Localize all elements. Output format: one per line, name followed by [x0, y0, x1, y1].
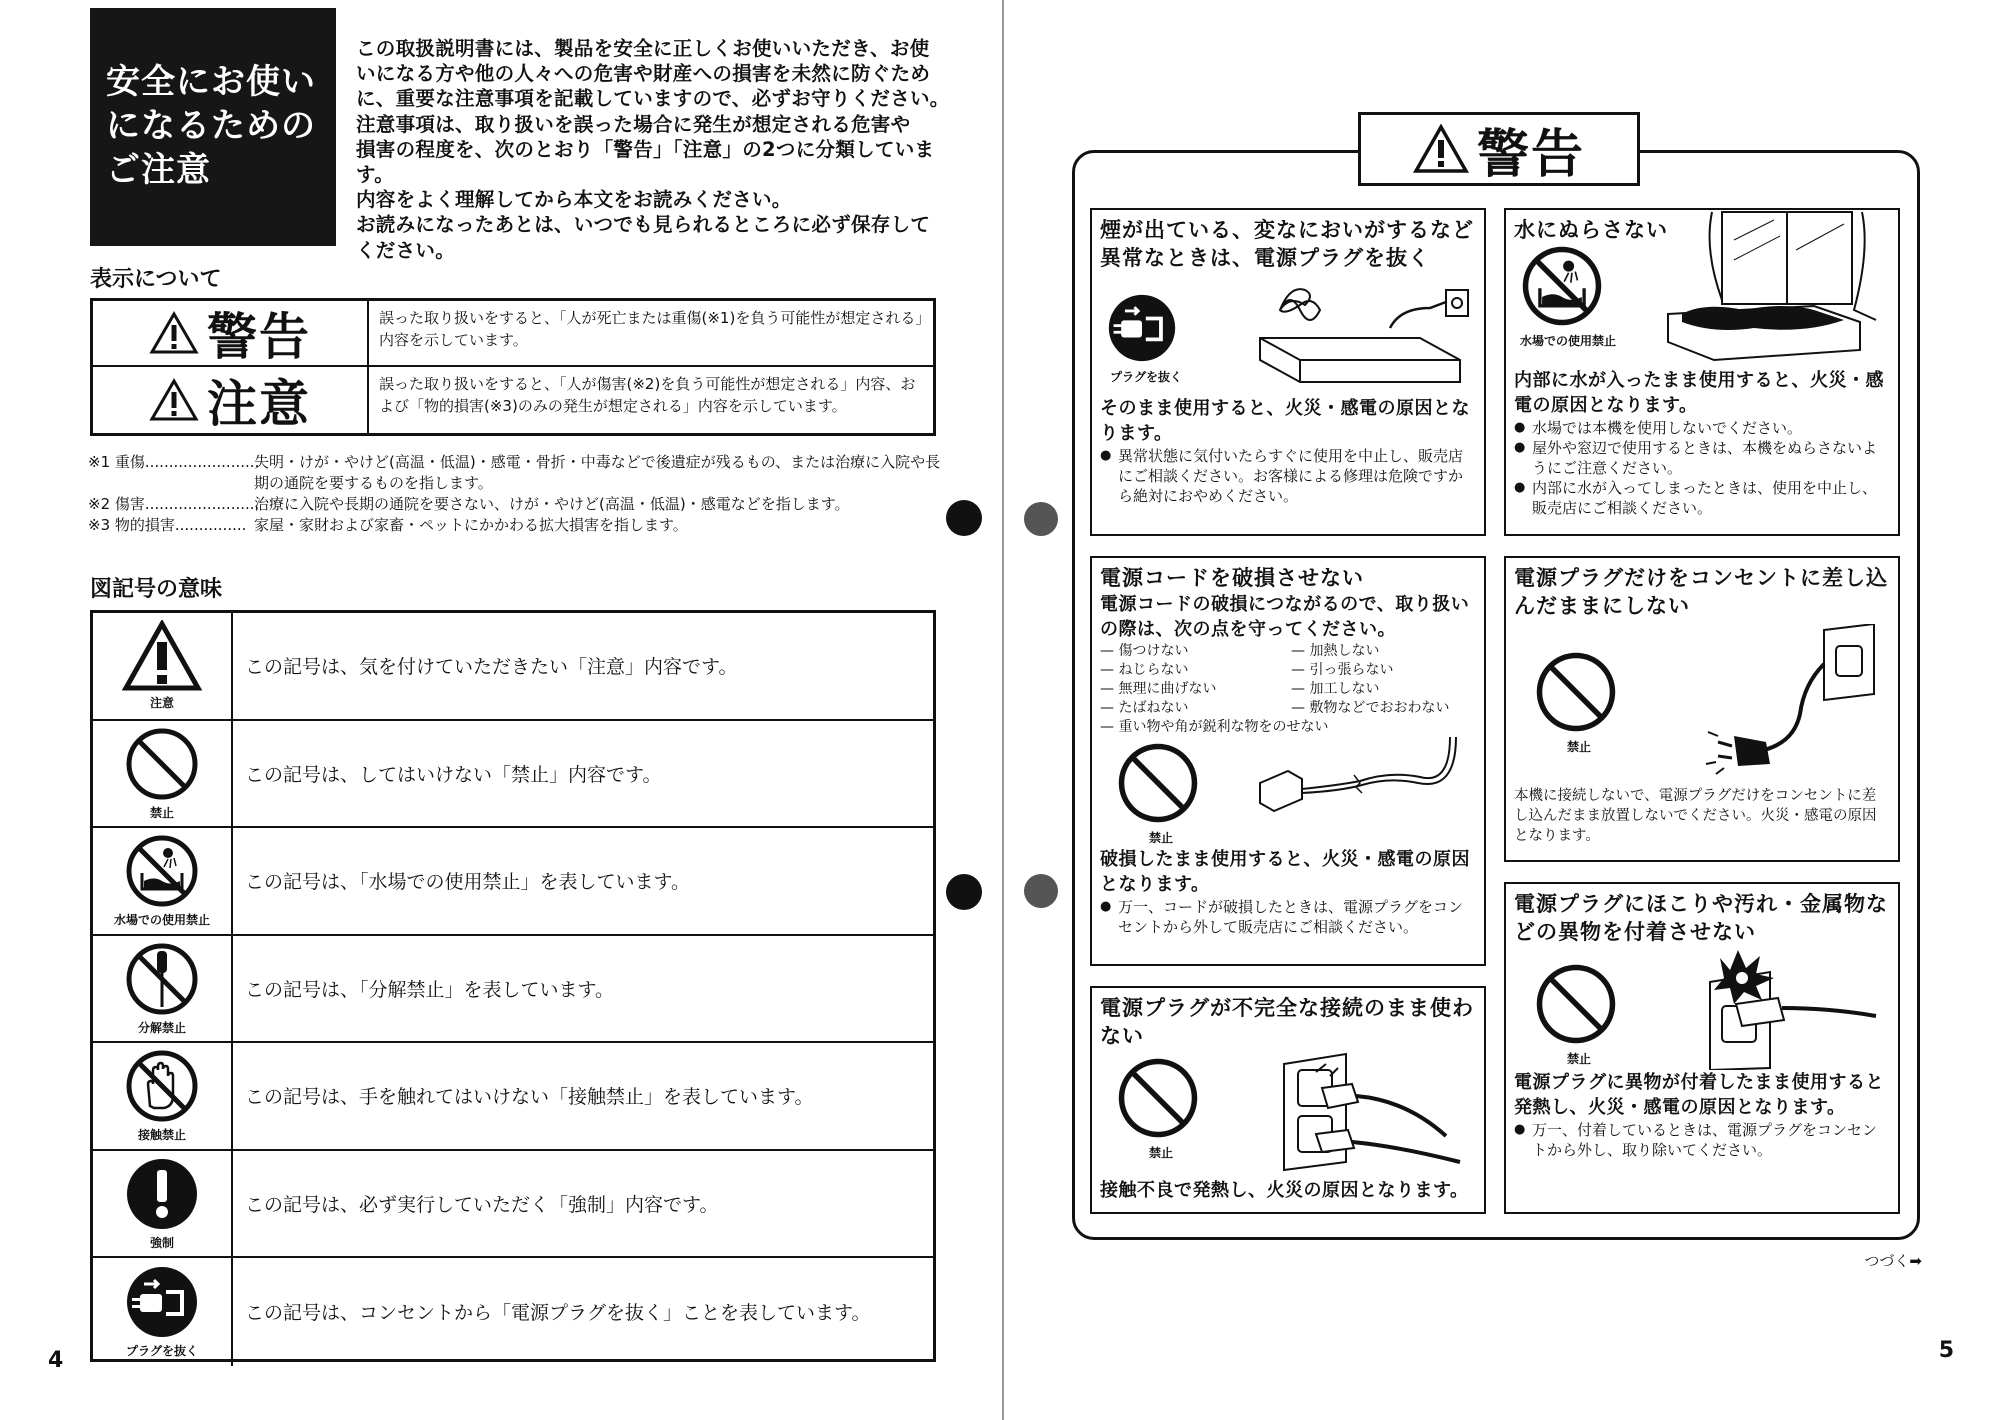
- symbol-description: この記号は、「分解禁止」を表しています。: [245, 978, 614, 1001]
- box-subtitle: 電源コードの破損につながるので、取り扱いの際は、次の点を守ってください。: [1100, 594, 1470, 640]
- symbol-description: この記号は、してはいけない「禁止」内容です。: [245, 763, 662, 786]
- legend-label: 警告: [207, 308, 311, 366]
- plug-in-outlet-illustration: [1704, 624, 1894, 784]
- no-water-symbol: [1520, 244, 1616, 349]
- bullet-text: 万一、付着しているときは、電源プラグをコンセントから外し、取り除いてください。: [1532, 1121, 1878, 1159]
- intro-line: 注意事項は、取り扱いを誤った場合に発生が想定される危害や: [356, 112, 911, 136]
- bullet-text: 内部に水が入ってしまったときは、使用を中止し、販売店にご相談ください。: [1532, 479, 1878, 517]
- mandatory-icon: [124, 1156, 200, 1232]
- cord-rule: — ねじらない: [1100, 662, 1189, 678]
- symbol-caption: 分解禁止: [137, 1020, 186, 1035]
- water-illustration: [1514, 244, 1890, 368]
- prohibited-symbol: [1116, 741, 1206, 846]
- symbol-row: [93, 1151, 933, 1259]
- section-title-line: ご注意: [106, 150, 211, 190]
- binder-hole: [1024, 502, 1058, 536]
- notes-list: [88, 452, 948, 536]
- bullet-item: [1514, 418, 1890, 438]
- prohibited-icon: [1116, 741, 1200, 825]
- warning-title-label: 警告: [1476, 124, 1585, 185]
- right-page: [1000, 0, 2000, 1420]
- display-heading: 表示について: [90, 267, 222, 292]
- box-title: 電源プラグだけをコンセントに差し込んだままにしない: [1514, 566, 1888, 618]
- section-title-line: 安全にお使い: [106, 62, 316, 102]
- note-term: ※2 傷害........................: [88, 495, 260, 513]
- prohibited-symbol: [1116, 1056, 1206, 1161]
- intro-line: いになる方や他の人々への危害や財産への損害を未然に防ぐため: [356, 62, 931, 86]
- legend-text: 誤った取り扱いをすると、「人が傷害(※2)を負う可能性が想定される」内容、および「物的損害(※3)のみの発生が想定される」内容を示しています。: [379, 375, 916, 415]
- continued-label: つづく➡: [1864, 1252, 1922, 1270]
- plug-only-illustration: [1514, 620, 1890, 786]
- icon-caption: 禁止: [1566, 1052, 1591, 1066]
- box-body: 本機に接続しないで、電源プラグだけをコンセントに差し込んだまま放置しないでください。火災・感電の原因となります。: [1514, 788, 1877, 844]
- symbol-row: [93, 1258, 933, 1366]
- intro-line: 内容をよく理解してから本文をお読みください。: [356, 188, 792, 212]
- page-number: 5: [1938, 1338, 1954, 1363]
- page-number: 4: [48, 1348, 64, 1373]
- note-item: [88, 452, 948, 494]
- smoking-device-illustration: [1250, 280, 1480, 390]
- prohibited-icon: [124, 726, 200, 802]
- bullet-text: 水場では本機を使用しないでください。: [1532, 419, 1803, 437]
- dusty-plug-illustration: [1700, 946, 1880, 1070]
- bullet-dot: ●: [1100, 448, 1112, 463]
- box-consequence: 接触不良で発熱し、火災の原因となります。: [1100, 1180, 1469, 1201]
- intro-line: 損害の程度を、次のとおり「警告」「注意」の2つに分類しています。: [356, 137, 935, 187]
- cord-rule: — 引っ張らない: [1291, 662, 1394, 678]
- note-definition: 家屋・家財および家畜・ペットにかかわる拡大損害を指します。: [254, 516, 688, 534]
- symbol-description: この記号は、「水場での使用禁止」を表しています。: [245, 871, 690, 894]
- prohibited-symbol: [1534, 962, 1624, 1067]
- note-term: ※3 物的損害...............: [88, 516, 247, 534]
- cord-rule: — たばねない: [1100, 700, 1189, 716]
- bullet-text: 屋外や窓辺で使用するときは、本機をぬらさないようにご注意ください。: [1532, 439, 1878, 477]
- icon-caption: 禁止: [1148, 831, 1173, 845]
- symbol-icon-cell: [93, 613, 233, 719]
- box-title: 電源コードを破損させない: [1100, 566, 1364, 590]
- cord-rule: — 加熱しない: [1291, 643, 1380, 659]
- bullet-text: 異常状態に気付いたらすぐに使用を中止し、販売店にご相談ください。お客様による修理は危険ですから絶対におやめください。: [1118, 447, 1464, 505]
- symbol-caption: 注意: [149, 696, 174, 711]
- unplug-icon: [1106, 292, 1178, 364]
- binder-hole: [1024, 874, 1058, 908]
- no-touch-icon: [124, 1048, 200, 1124]
- note-item: [88, 494, 948, 515]
- symbol-row: [93, 1043, 933, 1151]
- bullet-item: [1100, 897, 1476, 937]
- smoke-illustration: [1100, 272, 1476, 396]
- bullet-text: 万一、コードが破損したときは、電源プラグをコンセントから外して販売店にご相談ください。: [1118, 898, 1464, 936]
- box-consequence: そのまま使用すると、火災・感電の原因となります。: [1100, 398, 1470, 444]
- bullet-item: [1514, 1120, 1890, 1160]
- note-item: [88, 515, 948, 536]
- bullet-dot: ●: [1514, 440, 1526, 455]
- warning-title: [1358, 112, 1640, 186]
- symbol-description: この記号は、手を触れてはいけない「接触禁止」を表しています。: [245, 1086, 814, 1109]
- warning-box-water: [1504, 208, 1900, 536]
- bullet-item: [1514, 438, 1890, 478]
- cord-rules-list: [1100, 642, 1476, 737]
- symbol-description: この記号は、気を付けていただきたい「注意」内容です。: [245, 656, 738, 679]
- binder-hole: [946, 874, 982, 910]
- box-title: 電源プラグにほこりや汚れ・金属物などの異物を付着させない: [1514, 892, 1888, 944]
- symbol-icon-cell: [93, 828, 233, 934]
- dust-illustration: [1514, 946, 1890, 1070]
- warning-box-plug-only: [1504, 556, 1900, 862]
- incomplete-illustration: [1100, 1050, 1476, 1174]
- cord-illustration: [1100, 737, 1476, 847]
- box-title: 電源プラグが不完全な接続のまま使わない: [1100, 996, 1474, 1048]
- caution-triangle-icon: [1413, 124, 1469, 174]
- symbol-description: この記号は、コンセントから「電源プラグを抜く」ことを表しています。: [245, 1302, 871, 1325]
- caution-triangle-icon: [149, 311, 199, 355]
- symbols-table: [90, 610, 936, 1362]
- symbol-row: [93, 936, 933, 1044]
- symbol-caption: 水場での使用禁止: [113, 913, 210, 928]
- no-disassembly-icon: [124, 941, 200, 1017]
- note-definition: 失明・けが・やけど(高温・低温)・感電・骨折・中毒などで後遺症が残るもの、または治療に入院や長期の通院を要するものを指します。: [254, 453, 941, 492]
- intro-line: ください。: [356, 238, 456, 262]
- symbol-row: [93, 828, 933, 936]
- icon-caption: 水場での使用禁止: [1520, 334, 1617, 348]
- symbol-icon-cell: [93, 1043, 233, 1149]
- cord-rule: — 傷つけない: [1100, 643, 1189, 659]
- cord-rule: — 重い物や角が鋭利な物をのせない: [1100, 719, 1329, 735]
- bullet-dot: ●: [1100, 899, 1112, 914]
- prohibited-icon: [1534, 962, 1618, 1046]
- icon-caption: プラグを抜く: [1109, 370, 1182, 384]
- warning-box-smoke: [1090, 208, 1486, 536]
- legend-row-warning: [93, 301, 933, 367]
- legend-table: [90, 298, 936, 436]
- symbol-caption: 強制: [149, 1235, 174, 1250]
- legend-label: 注意: [207, 375, 311, 433]
- legend-text: 誤った取り扱いをすると、「人が死亡または重傷(※1)を負う可能性が想定される」内容を示しています。: [379, 309, 923, 349]
- wet-device-window-illustration: [1664, 210, 1894, 364]
- box-title: 水にぬらさない: [1514, 218, 1668, 242]
- no-water-use-icon: [1520, 244, 1604, 328]
- symbol-caption: 禁止: [149, 805, 174, 820]
- intro-line: に、重要な注意事項を記載していますので、必ずお守りください。: [356, 87, 950, 111]
- legend-symbol: [93, 367, 369, 433]
- bullet-dot: ●: [1514, 480, 1526, 495]
- damaged-cord-illustration: [1250, 737, 1470, 837]
- prohibited-icon: [1116, 1056, 1200, 1140]
- bullet-item: [1100, 446, 1476, 506]
- box-title: 煙が出ている、変なにおいがするなど異常なときは、電源プラグを抜く: [1100, 218, 1474, 270]
- loose-plug-illustration: [1276, 1050, 1466, 1172]
- bullet-dot: ●: [1514, 420, 1526, 435]
- box-consequence: 内部に水が入ったまま使用すると、火災・感電の原因となります。: [1514, 370, 1884, 416]
- symbol-icon-cell: [93, 936, 233, 1042]
- symbol-row: [93, 613, 933, 721]
- binder-hole: [946, 500, 982, 536]
- symbol-description: この記号は、必ず実行していただく「強制」内容です。: [245, 1193, 719, 1216]
- box-consequence: 電源プラグに異物が付着したまま使用すると発熱し、火災・感電の原因となります。: [1514, 1072, 1884, 1118]
- no-water-use-icon: [124, 833, 200, 909]
- box-consequence: 破損したまま使用すると、火災・感電の原因となります。: [1100, 849, 1470, 895]
- caution-triangle-icon: [149, 378, 199, 422]
- bullet-item: [1514, 478, 1890, 518]
- legend-symbol: [93, 301, 369, 365]
- icon-caption: 禁止: [1566, 740, 1591, 754]
- note-definition: 治療に入院や長期の通院を要さない、けが・やけど(高温・低温)・感電などを指します。: [254, 495, 850, 513]
- cord-rule: — 無理に曲げない: [1100, 681, 1217, 697]
- note-term: ※1 重傷........................: [88, 453, 260, 471]
- intro-line: お読みになったあとは、いつでも見られるところに必ず保存して: [356, 213, 931, 237]
- symbol-caption: 接触禁止: [137, 1128, 186, 1143]
- symbol-icon-cell: [93, 721, 233, 827]
- unplug-icon: [124, 1264, 200, 1340]
- section-title-block: [90, 8, 336, 246]
- icon-caption: 禁止: [1148, 1146, 1173, 1160]
- warning-box-dust: [1504, 882, 1900, 1214]
- prohibited-symbol: [1534, 650, 1624, 755]
- cord-rule: — 加工しない: [1291, 681, 1380, 697]
- caution-triangle-icon: [122, 620, 202, 692]
- symbol-caption: プラグを抜く: [125, 1344, 198, 1359]
- warning-box-incomplete-connection: [1090, 986, 1486, 1214]
- section-title-line: になるための: [106, 106, 316, 146]
- symbol-icon-cell: [93, 1151, 233, 1257]
- intro-paragraph: [356, 36, 956, 263]
- cord-rule: — 敷物などでおおわない: [1291, 700, 1450, 716]
- symbol-icon-cell: [93, 1258, 233, 1366]
- prohibited-icon: [1534, 650, 1618, 734]
- warning-box-cord: [1090, 556, 1486, 966]
- symbol-row: [93, 721, 933, 829]
- symbols-heading: 図記号の意味: [90, 577, 223, 602]
- bullet-dot: ●: [1514, 1122, 1526, 1137]
- legend-row-caution: [93, 367, 933, 433]
- unplug-symbol: [1106, 292, 1186, 385]
- intro-line: この取扱説明書には、製品を安全に正しくお使いいただき、お使: [356, 37, 930, 60]
